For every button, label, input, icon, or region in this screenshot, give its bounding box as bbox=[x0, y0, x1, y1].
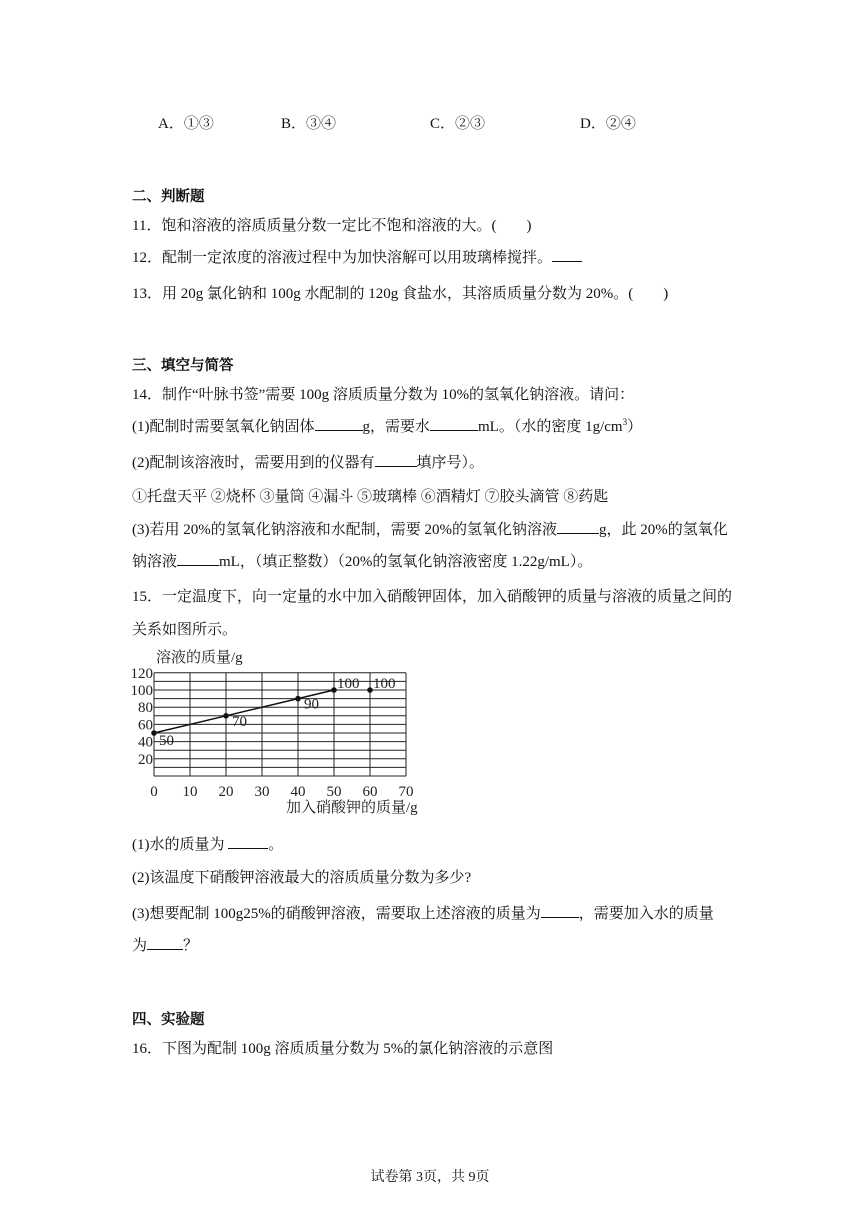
y-tick-label: 120 bbox=[130, 665, 153, 682]
y-tick-label: 60 bbox=[138, 717, 153, 734]
answer-blank bbox=[147, 935, 183, 950]
q15-1-text-a: (1)水的质量为 bbox=[132, 837, 229, 853]
x-tick-label: 10 bbox=[182, 784, 198, 800]
potassium-nitrate-chart bbox=[128, 648, 448, 823]
answer-blank bbox=[552, 247, 582, 262]
x-tick-label: 40 bbox=[290, 784, 306, 800]
q15-3-text-d: ？ bbox=[183, 938, 199, 954]
option-b: B．③④ bbox=[281, 116, 337, 132]
question-15: 15．一定温度下，向一定量的水中加入硝酸钾固体，加入硝酸钾的质量与溶液的质量之间的 bbox=[132, 589, 733, 605]
page-footer: 试卷第 3页，共 9页 bbox=[370, 1170, 490, 1185]
question-11: 11．饱和溶液的溶质质量分数一定比不饱和溶液的大。( ) bbox=[132, 218, 532, 234]
question-14-part-2 bbox=[132, 451, 484, 472]
data-point bbox=[295, 696, 301, 702]
question-15-cont: 关系如图所示。 bbox=[132, 622, 238, 638]
data-label: 50 bbox=[159, 733, 174, 749]
q14-3-text-d: mL，（填正整数）（20%的氢氧化钠溶液密度 1.22g/mL）。 bbox=[219, 554, 593, 570]
section-title-experiment: 四、实验题 bbox=[132, 1012, 205, 1028]
question-15-part-3-cont bbox=[132, 934, 198, 955]
option-a: A．①③ bbox=[158, 116, 214, 132]
q14-2-text-a: (2)配制该溶液时，需要用到的仪器有 bbox=[132, 455, 375, 471]
y-tick-label: 80 bbox=[138, 700, 153, 717]
q14-1-text-c: mL。（水的密度 1g/cm bbox=[478, 419, 623, 435]
y-axis-label: 溶液的质量/g bbox=[156, 650, 243, 666]
answer-blank bbox=[315, 416, 363, 431]
x-tick-label: 60 bbox=[362, 784, 378, 800]
question-15-part-2: (2)该温度下硝酸钾溶液最大的溶质质量分数为多少? bbox=[132, 870, 472, 886]
data-label: 100 bbox=[373, 676, 396, 692]
q15-3-text-a: (3)想要配制 100g25%的硝酸钾溶液，需要取上述溶液的质量为 bbox=[132, 906, 541, 922]
x-tick-label: 70 bbox=[398, 784, 414, 800]
q14-3-text-c: 钠溶液 bbox=[132, 554, 178, 570]
option-d: D．②④ bbox=[580, 116, 636, 132]
q15-1-text-b: 。 bbox=[268, 837, 284, 853]
answer-blank bbox=[375, 452, 417, 467]
data-point bbox=[223, 713, 229, 719]
y-tick-label: 40 bbox=[138, 734, 153, 751]
question-12 bbox=[132, 246, 582, 267]
x-tick-label: 30 bbox=[254, 784, 270, 800]
section-title-fill-blank: 三、填空与简答 bbox=[132, 358, 234, 374]
question-15-part-1 bbox=[132, 833, 283, 854]
q14-2-text-b: 填序号）。 bbox=[416, 455, 485, 471]
q14-1-text-b: g，需要水 bbox=[362, 419, 431, 435]
answer-blank bbox=[430, 416, 478, 431]
answer-blank bbox=[541, 903, 579, 918]
data-label: 70 bbox=[232, 713, 247, 730]
section-title-judgement: 二、判断题 bbox=[132, 189, 205, 205]
question-13: 13．用 20g 氯化钠和 100g 水配制的 120g 食盐水，其溶质质量分数为 20%。( ) bbox=[132, 286, 669, 302]
instrument-list: ①托盘天平 ②烧杯 ③量筒 ④漏斗 ⑤玻璃棒 ⑥酒精灯 ⑦胶头滴管 ⑧药匙 bbox=[132, 489, 609, 505]
y-tick-label: 100 bbox=[130, 683, 153, 699]
question-16: 16．下图为配制 100g 溶质质量分数为 5%的氯化钠溶液的示意图 bbox=[132, 1041, 554, 1057]
x-tick-label: 50 bbox=[326, 784, 342, 800]
answer-blank bbox=[177, 551, 219, 566]
data-label: 90 bbox=[304, 696, 319, 713]
question-14-part-1 bbox=[132, 415, 642, 436]
chart-points bbox=[151, 676, 395, 749]
answer-blank bbox=[557, 519, 599, 534]
data-point bbox=[331, 687, 337, 693]
question-14-part-3-cont bbox=[132, 550, 592, 571]
answer-blank bbox=[228, 834, 268, 849]
q15-3-text-b: ，需要加入水的质量 bbox=[578, 906, 714, 922]
y-tick-label: 20 bbox=[138, 751, 153, 768]
q15-3-text-c: 为 bbox=[132, 938, 148, 954]
question-14: 14．制作“叶脉书签”需要 100g 溶质质量分数为 10%的氢氧化钠溶液。请问： bbox=[132, 387, 635, 403]
x-tick-label: 20 bbox=[218, 784, 234, 800]
question-15-part-3 bbox=[132, 902, 714, 923]
q14-3-text-b: g，此 20%的氢氧化 bbox=[598, 522, 728, 538]
q14-1-text-a: (1)配制时需要氢氧化钠固体 bbox=[132, 419, 315, 435]
question-12-text: 12．配制一定浓度的溶液过程中为加快溶解可以用玻璃棒搅拌。 bbox=[132, 250, 553, 266]
x-tick-label: 0 bbox=[150, 784, 158, 800]
q14-1-text-d: ） bbox=[627, 419, 643, 435]
option-c: C．②③ bbox=[430, 116, 486, 132]
x-axis-label: 加入硝酸钾的质量/g bbox=[286, 800, 418, 816]
data-point bbox=[367, 687, 373, 693]
data-label: 100 bbox=[337, 676, 360, 692]
question-14-part-3 bbox=[132, 518, 728, 539]
q14-3-text-a: (3)若用 20%的氢氧化钠溶液和水配制，需要 20%的氢氧化钠溶液 bbox=[132, 522, 557, 538]
q14-1-superscript: 3 bbox=[622, 417, 628, 427]
